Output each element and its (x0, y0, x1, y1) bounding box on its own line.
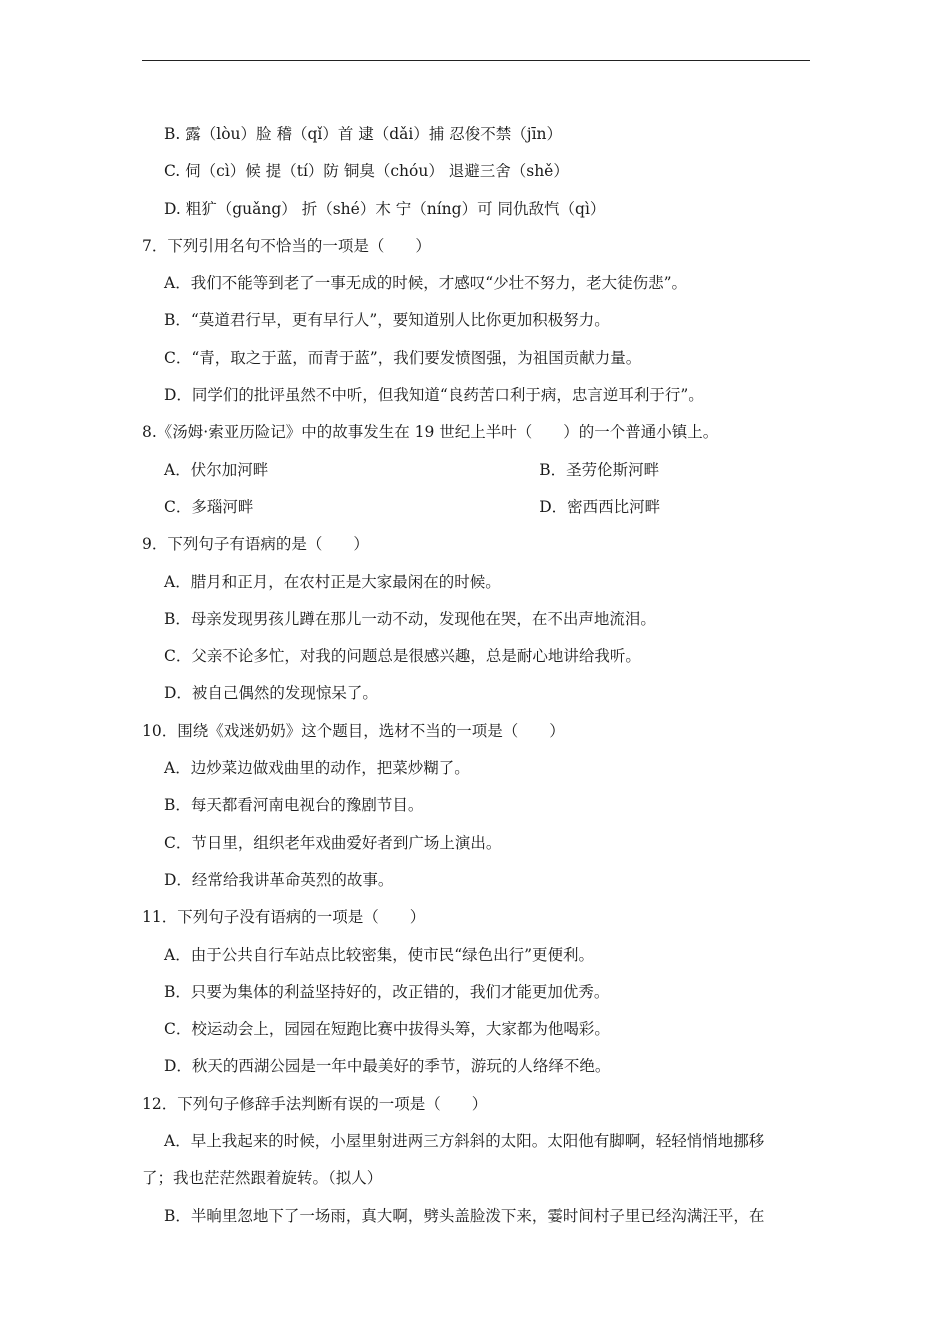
q9-option-d: D．被自己偶然的发现惊呆了。 (164, 684, 378, 703)
q11-option-a: A．由于公共自行车站点比较密集，使市民“绿色出行”更便利。 (164, 945, 595, 964)
q8-options-row-1 (142, 452, 810, 489)
q11-stem: 11．下列句子没有语病的一项是（ ） (142, 908, 426, 927)
q10-option-b: B．每天都看河南电视台的豫剧节目。 (164, 796, 424, 815)
q9-stem: 9．下列句子有语病的是（ ） (142, 535, 369, 554)
q11-option-b: B．只要为集体的利益坚持好的，改正错的，我们才能更加优秀。 (164, 982, 610, 1001)
q8-option-c: C．多瑙河畔 (164, 497, 254, 516)
header-rule (142, 60, 810, 61)
q12-option-a-line-1: A．早上我起来的时候，小屋里射进两三方斜斜的太阳。太阳他有脚啊，轻轻悄悄地挪移 (164, 1132, 765, 1151)
q9-option-c: C．父亲不论多忙，对我的问题总是很感兴趣，总是耐心地讲给我听。 (164, 647, 641, 666)
q10-stem: 10．围绕《戏迷奶奶》这个题目，选材不当的一项是（ ） (142, 721, 565, 740)
q10-option-a: A．边炒菜边做戏曲里的动作，把菜炒糊了。 (164, 759, 470, 778)
q7-option-a: A．我们不能等到老了一事无成的时候，才感叹“少壮不努力，老大徒伤悲”。 (164, 274, 688, 293)
q7-option-b: B．“莫道君行早，更有早行人”，要知道别人比你更加积极努力。 (164, 311, 610, 330)
q6-option-c: C. 伺（cì）候 提（tí）防 铜臭（chóu） 退避三舍（shě） (164, 162, 569, 181)
q8-option-b: B．圣劳伦斯河畔 (539, 460, 660, 479)
q9-option-a: A．腊月和正月，在农村正是大家最闲在的时候。 (164, 572, 501, 591)
q6-option-d: D. 粗犷（guǎng） 折（shé）木 宁（níng）可 同仇敌忾（qì） (164, 199, 606, 218)
q9-option-b: B．母亲发现男孩儿蹲在那儿一动不动，发现他在哭，在不出声地流泪。 (164, 609, 656, 628)
q8-stem: 8.《汤姆·索亚历险记》中的故事发生在 19 世纪上半叶（ ）的一个普通小镇上。 (142, 423, 719, 442)
q7-stem: 7．下列引用名句不恰当的一项是（ ） (142, 236, 431, 255)
q11-option-c: C．校运动会上，园园在短跑比赛中拔得头筹，大家都为他喝彩。 (164, 1020, 610, 1039)
q7-option-c: C．“青，取之于蓝，而青于蓝”，我们要发愤图强，为祖国贡献力量。 (164, 348, 642, 367)
q8-option-d: D．密西西比河畔 (539, 497, 661, 516)
q12-option-a-line-2: 了；我也茫茫然跟着旋转。（拟人） (142, 1169, 383, 1188)
q7-option-d: D．同学们的批评虽然不中听，但我知道“良药苦口利于病，忠言逆耳利于行”。 (164, 386, 704, 405)
q10-option-c: C．节日里，组织老年戏曲爱好者到广场上演出。 (164, 833, 502, 852)
q12-stem: 12．下列句子修辞手法判断有误的一项是（ ） (142, 1094, 488, 1113)
q12-option-b-line-1: B．半晌里忽地下了一场雨，真大啊，劈头盖脸泼下来，霎时间村子里已经沟满汪平，在 (164, 1206, 765, 1225)
q8-option-a: A．伏尔加河畔 (164, 460, 269, 479)
q11-option-d: D．秋天的西湖公园是一年中最美好的季节，游玩的人络绎不绝。 (164, 1057, 611, 1076)
q6-option-b: B. 露（lòu）脸 稽（qǐ）首 逮（dǎi）捕 忍俊不禁（jīn） (164, 125, 563, 143)
q10-option-d: D．经常给我讲革命英烈的故事。 (164, 870, 394, 889)
page-content (142, 116, 810, 1235)
q8-options-row-2 (142, 489, 810, 526)
